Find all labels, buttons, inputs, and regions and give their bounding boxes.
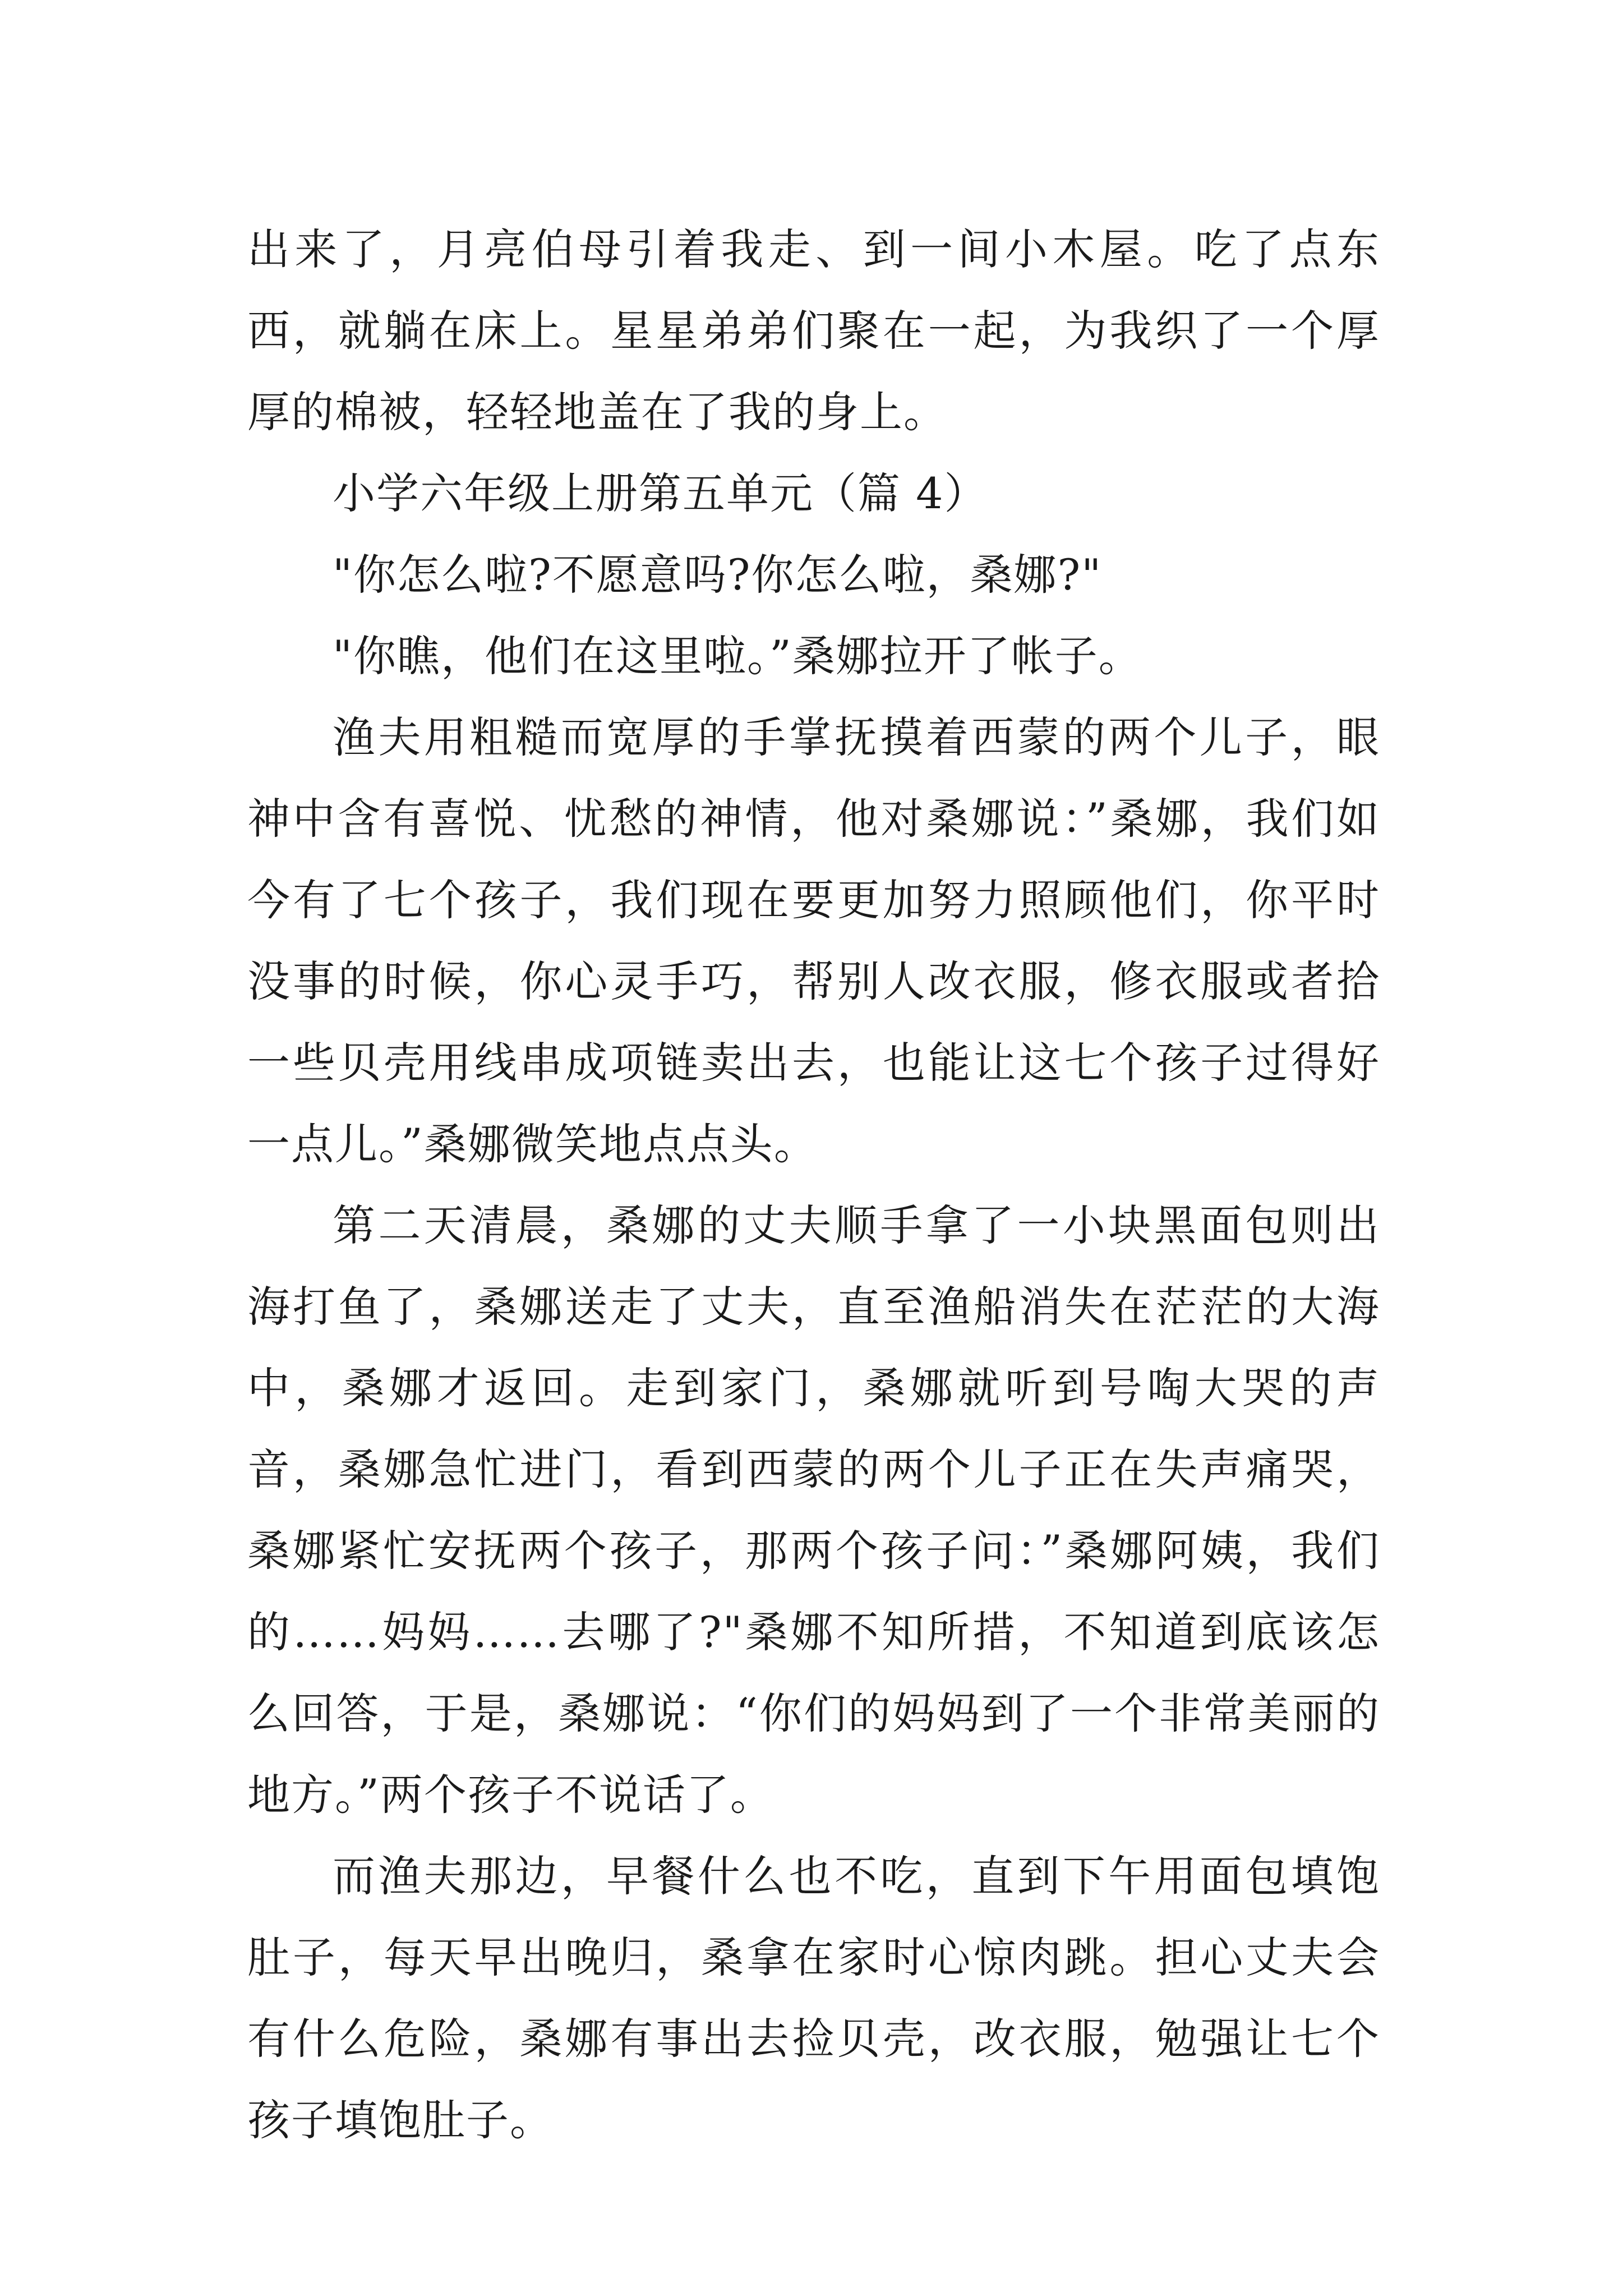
paragraph-continuation: 出来了，月亮伯母引着我走、到一间小木屋。吃了点东西，就躺在床上。星星弟弟们聚在一起，为我织了一个厚厚的棉被，轻轻地盖在了我的身上。 <box>247 224 1380 437</box>
paragraph-dialogue-2: "你瞧，他们在这里啦。”桑娜拉开了帐子。 <box>333 631 1142 681</box>
paragraph-next-morning: 第二天清晨，桑娜的丈夫顺手拿了一小块黑面包则出海打鱼了，桑娜送走了丈夫，直至渔船消失在茫茫的大海中，桑娜才返回。走到家门，桑娜就听到号啕大哭的声音，桑娜急忙进门，看到西蒙的两个儿子正在失声痛哭，桑娜紧忙安抚两个孩子，那两个孩子问：”桑娜阿姨，我们的……妈妈……去哪了?"桑娜不知所措，不知道到底该怎么回答，于是，桑娜说：“你们的妈妈到了一个非常美丽的地方。”两个孩子不说话了。 <box>247 1200 1380 1820</box>
paragraph-fisherman-side: 而渔夫那边，早餐什么也不吃，直到下午用面包填饱肚子，每天早出晚归，桑拿在家时心惊肉跳。担心丈夫会有什么危险，桑娜有事出去捡贝壳，改衣服，勉强让七个孩子填饱肚子。 <box>247 1851 1380 2145</box>
paragraph-dialogue-1: "你怎么啦?不愿意吗?你怎么啦，桑娜?" <box>333 550 1103 600</box>
section-heading: 小学六年级上册第五单元（篇 4） <box>333 468 988 518</box>
document-body <box>247 209 1380 2161</box>
paragraph-fisherman: 渔夫用粗糙而宽厚的手掌抚摸着西蒙的两个儿子，眼神中含有喜悦、忧愁的神情，他对桑娜说：”桑娜，我们如今有了七个孩子，我们现在要更加努力照顾他们，你平时没事的时候，你心灵手巧，帮别人改衣服，修衣服或者拾一些贝壳用线串成项链卖出去，也能让这七个孩子过得好一点儿。”桑娜微笑地点点头。 <box>247 712 1380 1169</box>
